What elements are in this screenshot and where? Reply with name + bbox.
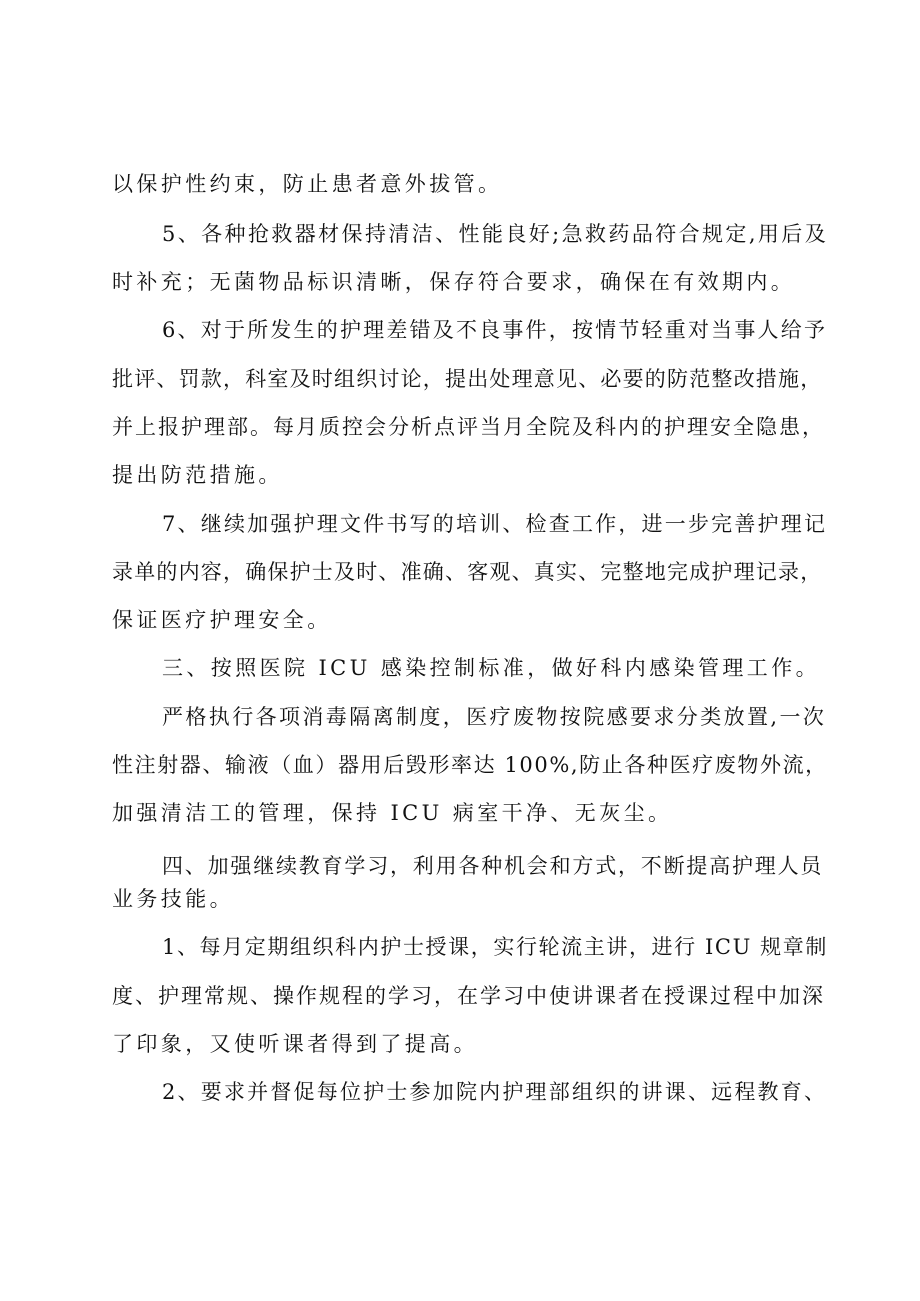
section-heading-continued: 业务技能。 — [112, 887, 234, 911]
text-line: 性注射器、输液（血）器用后毁形率达 100%,防止各种医疗废物外流， — [112, 753, 828, 777]
section-heading: 四、加强继续教育学习，利用各种机会和方式，不断提高护理人员 — [162, 854, 824, 878]
text-line: 加强清洁工的管理，保持 ICU 病室干净、无灰尘。 — [112, 801, 673, 825]
section-heading: 三、按照医院 ICU 感染控制标准，做好科内感染管理工作。 — [162, 656, 821, 680]
text-line: 并上报护理部。每月质控会分析点评当月全院及科内的护理安全隐患， — [112, 415, 825, 439]
text-line: 7、继续加强护理文件书写的培训、检查工作，进一步完善护理记 — [162, 512, 828, 536]
text-line: 保证医疗护理安全。 — [112, 608, 332, 632]
text-line: 2、要求并督促每位护士参加院内护理部组织的讲课、远程教育、 — [162, 1080, 828, 1104]
text-line: 了印象，又使听课者得到了提高。 — [112, 1032, 478, 1056]
text-line: 严格执行各项消毒隔离制度，医疗废物按院感要求分类放置,一次 — [162, 705, 827, 729]
text-line: 提出防范措施。 — [112, 463, 283, 487]
text-line: 5、各种抢救器材保持清洁、性能良好;急救药品符合规定,用后及 — [162, 222, 829, 246]
text-line: 6、对于所发生的护理差错及不良事件，按情节轻重对当事人给予 — [162, 318, 828, 342]
text-line: 1、每月定期组织科内护士授课，实行轮流主讲，进行 ICU 规章制 — [162, 935, 828, 959]
text-line: 批评、罚款，科室及时组织讨论，提出处理意见、必要的防范整改措施， — [112, 367, 823, 391]
text-line: 时补充；无菌物品标识清晰，保存符合要求，确保在有效期内。 — [112, 270, 796, 294]
text-line: 录单的内容，确保护士及时、准确、客观、真实、完整地完成护理记录， — [112, 560, 823, 584]
text-line: 度、护理常规、操作规程的学习，在学习中使讲课者在授课过程中加深 — [112, 984, 825, 1008]
text-line: 以保护性约束，防止患者意外拔管。 — [112, 172, 503, 196]
